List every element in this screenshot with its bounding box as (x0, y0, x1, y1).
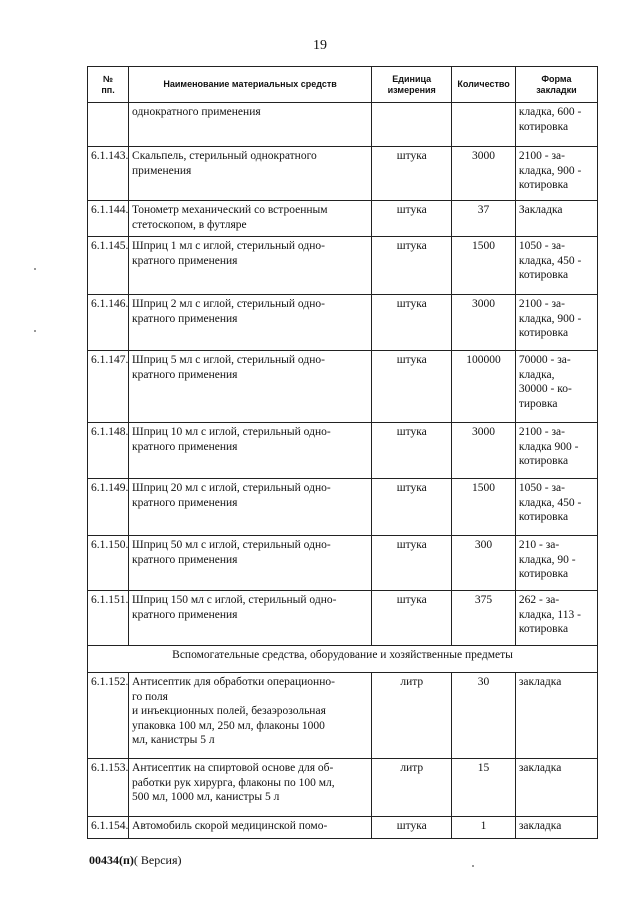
form-cell: 2100 - за- кладка 900 - котировка (515, 423, 597, 479)
table-header-row (88, 67, 598, 103)
item-name-cell: Шприц 2 мл с иглой, стерильный одно- кратного применения (129, 295, 372, 351)
form-cell: 210 - за- кладка, 90 - котировка (515, 536, 597, 591)
item-name-cell: Антисептик на спиртовой основе для об- работки рук хирурга, флаконы по 100 мл, 500 мл, 1000 мл, канистры 5 л (129, 759, 372, 817)
unit-cell: штука (372, 351, 452, 423)
header-unit: Единица измерения (372, 67, 452, 103)
unit-cell: штука (372, 817, 452, 839)
quantity-cell: 37 (452, 201, 516, 237)
quantity-cell: 1 (452, 817, 516, 839)
footer (89, 853, 182, 868)
row-number-cell: 6.1.154. (88, 817, 129, 839)
item-name-cell: Шприц 150 мл с иглой, стерильный одно- кратного применения (129, 591, 372, 646)
item-name-cell: однократного применения (129, 103, 372, 147)
table-row (88, 295, 598, 351)
form-cell: закладка (515, 817, 597, 839)
item-name-cell: Шприц 1 мл с иглой, стерильный одно- кратного применения (129, 237, 372, 295)
table-row (88, 536, 598, 591)
unit-cell: штука (372, 201, 452, 237)
row-number-cell: 6.1.152. (88, 673, 129, 759)
unit-cell: штука (372, 147, 452, 201)
form-cell: закладка (515, 759, 597, 817)
quantity-cell: 1500 (452, 237, 516, 295)
table-row (88, 673, 598, 759)
form-cell: 70000 - за- кладка, 30000 - ко- тировка (515, 351, 597, 423)
unit-cell: литр (372, 759, 452, 817)
table-row (88, 103, 598, 147)
item-name-cell: Шприц 50 мл с иглой, стерильный одно- кратного применения (129, 536, 372, 591)
scan-speck (34, 330, 36, 332)
scan-speck (472, 865, 474, 867)
form-cell: 1050 - за- кладка, 450 - котировка (515, 237, 597, 295)
header-form: Форма закладки (515, 67, 597, 103)
quantity-cell: 3000 (452, 295, 516, 351)
row-number-cell: 6.1.148. (88, 423, 129, 479)
row-number-cell: 6.1.147. (88, 351, 129, 423)
table-row (88, 759, 598, 817)
quantity-cell: 1500 (452, 479, 516, 536)
item-name-cell: Шприц 10 мл с иглой, стерильный одно- кратного применения (129, 423, 372, 479)
document-version: ( Версия) (133, 853, 182, 867)
quantity-cell: 300 (452, 536, 516, 591)
item-name-cell: Антисептик для обработки операционно- го поля и инъекционных полей, безаэрозольная упаковка 100 мл, 250 мл, флаконы 1000 мл, канистры 5 л (129, 673, 372, 759)
row-number-cell: 6.1.146. (88, 295, 129, 351)
table-row (88, 479, 598, 536)
quantity-cell: 375 (452, 591, 516, 646)
item-name-cell: Шприц 5 мл с иглой, стерильный одно- кратного применения (129, 351, 372, 423)
quantity-cell: 3000 (452, 147, 516, 201)
page-number: 19 (313, 38, 327, 53)
form-cell: кладка, 600 - котировка (515, 103, 597, 147)
unit-cell: штука (372, 423, 452, 479)
row-number-cell: 6.1.143. (88, 147, 129, 201)
row-number-cell: 6.1.151. (88, 591, 129, 646)
header-num: № пп. (88, 67, 129, 103)
unit-cell: штука (372, 295, 452, 351)
table-section-row (88, 646, 598, 673)
row-number-cell: 6.1.149. (88, 479, 129, 536)
quantity-cell: 100000 (452, 351, 516, 423)
section-title: Вспомогательные средства, оборудование и хозяйственные предметы (88, 646, 598, 673)
form-cell: 1050 - за- кладка, 450 - котировка (515, 479, 597, 536)
table-row (88, 817, 598, 839)
item-name-cell: Скальпель, стерильный однократного применения (129, 147, 372, 201)
header-quantity: Количество (452, 67, 516, 103)
form-cell: 2100 - за- кладка, 900 - котировка (515, 295, 597, 351)
quantity-cell: 15 (452, 759, 516, 817)
table-row (88, 201, 598, 237)
unit-cell: штука (372, 591, 452, 646)
row-number-cell: 6.1.150. (88, 536, 129, 591)
materials-table (87, 66, 598, 839)
quantity-cell: 30 (452, 673, 516, 759)
row-number-cell: 6.1.144. (88, 201, 129, 237)
row-number-cell (88, 103, 129, 147)
form-cell: закладка (515, 673, 597, 759)
form-cell: Закладка (515, 201, 597, 237)
unit-cell: штука (372, 237, 452, 295)
table-row (88, 237, 598, 295)
table-row (88, 591, 598, 646)
unit-cell: штука (372, 536, 452, 591)
form-cell: 2100 - за- кладка, 900 - котировка (515, 147, 597, 201)
header-name: Наименование материальных средств (129, 67, 372, 103)
table-row (88, 423, 598, 479)
unit-cell: литр (372, 673, 452, 759)
row-number-cell: 6.1.145. (88, 237, 129, 295)
item-name-cell: Автомобиль скорой медицинской помо- (129, 817, 372, 839)
table-row (88, 351, 598, 423)
unit-cell (372, 103, 452, 147)
form-cell: 262 - за- кладка, 113 - котировка (515, 591, 597, 646)
scan-speck (34, 268, 36, 270)
quantity-cell (452, 103, 516, 147)
quantity-cell: 3000 (452, 423, 516, 479)
item-name-cell: Шприц 20 мл с иглой, стерильный одно- кратного применения (129, 479, 372, 536)
item-name-cell: Тонометр механический со встроенным стетоскопом, в футляре (129, 201, 372, 237)
row-number-cell: 6.1.153. (88, 759, 129, 817)
unit-cell: штука (372, 479, 452, 536)
table-row (88, 147, 598, 201)
document-code: 00434(п) (89, 853, 134, 867)
